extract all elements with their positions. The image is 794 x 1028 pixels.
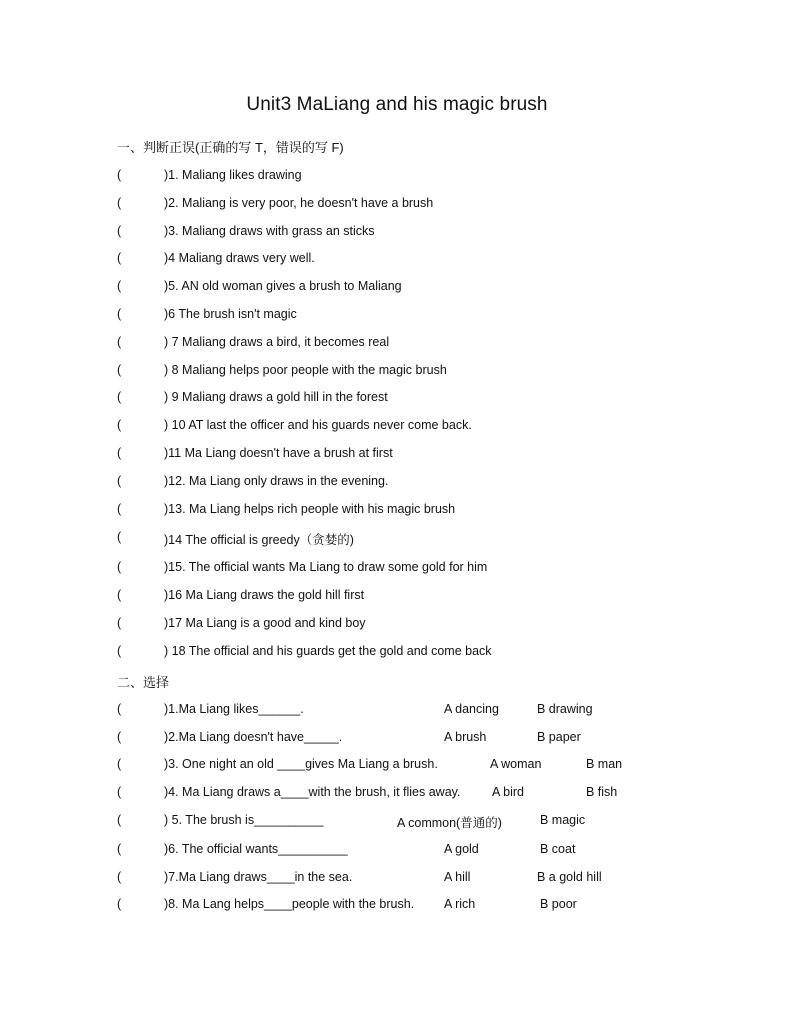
tf-question-row: [117, 279, 677, 297]
answer-blank-open-paren[interactable]: (: [117, 196, 122, 210]
tf-question-text: )16 Ma Liang draws the gold hill first: [164, 588, 365, 602]
tf-question-text: )17 Ma Liang is a good and kind boy: [164, 616, 366, 630]
answer-blank-open-paren[interactable]: (: [117, 251, 122, 265]
answer-blank-open-paren[interactable]: (: [117, 730, 122, 744]
tf-question-row: [117, 588, 677, 606]
tf-question-row: [117, 502, 677, 520]
answer-blank-open-paren[interactable]: (: [117, 390, 122, 404]
option-b: B drawing: [537, 702, 593, 716]
answer-blank-open-paren[interactable]: (: [117, 644, 122, 658]
tf-question-row: [117, 168, 677, 186]
option-a: A brush: [444, 730, 487, 744]
answer-blank-open-paren[interactable]: (: [117, 560, 122, 574]
mc-question-text: )2.Ma Liang doesn't have_____.: [164, 730, 343, 744]
tf-question-text: )5. AN old woman gives a brush to Maliang: [164, 279, 402, 293]
answer-blank-open-paren[interactable]: (: [117, 502, 122, 516]
tf-question-row: [117, 644, 677, 662]
answer-blank-open-paren[interactable]: (: [117, 870, 122, 884]
tf-question-row: [117, 616, 677, 634]
tf-question-row: [117, 363, 677, 381]
mc-question-row: [117, 813, 677, 831]
option-b: B man: [586, 757, 623, 771]
mc-question-row: [117, 702, 677, 720]
answer-blank-open-paren[interactable]: (: [117, 785, 122, 799]
tf-question-text: ) 7 Maliang draws a bird, it becomes real: [164, 335, 390, 349]
mc-question-row: [117, 842, 677, 860]
tf-question-row: [117, 224, 677, 242]
mc-question-text: )3. One night an old ____gives Ma Liang a brush.: [164, 757, 438, 771]
mc-question-text: )4. Ma Liang draws a____with the brush, it flies away.: [164, 785, 461, 799]
tf-question-row: [117, 418, 677, 436]
answer-blank-open-paren[interactable]: (: [117, 702, 122, 716]
answer-blank-open-paren[interactable]: (: [117, 279, 122, 293]
answer-blank-open-paren[interactable]: (: [117, 224, 122, 238]
answer-blank-open-paren[interactable]: (: [117, 588, 122, 602]
option-b: B magic: [540, 813, 586, 827]
answer-blank-open-paren[interactable]: (: [117, 418, 122, 432]
tf-question-text: )3. Maliang draws with grass an sticks: [164, 224, 375, 238]
tf-question-row: [117, 446, 677, 464]
tf-question-row: [117, 560, 677, 578]
tf-question-text: )11 Ma Liang doesn't have a brush at first: [164, 446, 393, 460]
option-a: A bird: [492, 785, 524, 799]
tf-question-text: )6 The brush isn't magic: [164, 307, 297, 321]
tf-question-text: )1. Maliang likes drawing: [164, 168, 302, 182]
tf-question-text: ) 8 Maliang helps poor people with the magic brush: [164, 363, 447, 377]
answer-blank-open-paren[interactable]: (: [117, 813, 122, 827]
option-a: A woman: [490, 757, 542, 771]
tf-question-text: ) 18 The official and his guards get the gold and come back: [164, 644, 492, 658]
section-2-heading: 二、选择: [117, 675, 170, 690]
mc-question-text: )1.Ma Liang likes______.: [164, 702, 304, 716]
tf-question-text: )12. Ma Liang only draws in the evening.: [164, 474, 389, 488]
tf-question-text: )14 The official is greedy（贪婪的): [164, 533, 354, 547]
tf-question-row: [117, 530, 677, 548]
page-title: Unit3 MaLiang and his magic brush: [246, 94, 548, 115]
tf-question-text: )13. Ma Liang helps rich people with his magic brush: [164, 502, 456, 516]
mc-question-row: [117, 757, 677, 775]
answer-blank-open-paren[interactable]: (: [117, 897, 122, 911]
answer-blank-open-paren[interactable]: (: [117, 842, 122, 856]
option-a: A gold: [444, 842, 479, 856]
tf-question-row: [117, 196, 677, 214]
mc-question-text: ) 5. The brush is__________: [164, 813, 324, 827]
mc-question-row: [117, 897, 677, 915]
mc-question-text: )6. The official wants__________: [164, 842, 348, 856]
mc-question-row: [117, 730, 677, 748]
option-b: B coat: [540, 842, 576, 856]
option-a: A common(普通的): [397, 816, 502, 830]
mc-question-text: )7.Ma Liang draws____in the sea.: [164, 870, 353, 884]
tf-question-row: [117, 251, 677, 269]
option-b: B fish: [586, 785, 618, 799]
mc-question-row: [117, 785, 677, 803]
tf-question-row: [117, 307, 677, 325]
answer-blank-open-paren[interactable]: (: [117, 446, 122, 460]
tf-question-row: [117, 474, 677, 492]
answer-blank-open-paren[interactable]: (: [117, 307, 122, 321]
answer-blank-open-paren[interactable]: (: [117, 363, 122, 377]
option-a: A rich: [444, 897, 476, 911]
answer-blank-open-paren[interactable]: (: [117, 530, 122, 544]
tf-question-text: ) 9 Maliang draws a gold hill in the forest: [164, 390, 388, 404]
section-1-heading: 一、判断正误(正确的写 T，错误的写 F): [117, 140, 344, 155]
tf-question-row: [117, 335, 677, 353]
tf-question-row: [117, 390, 677, 408]
tf-question-text: ) 10 AT last the officer and his guards never come back.: [164, 418, 472, 432]
answer-blank-open-paren[interactable]: (: [117, 757, 122, 771]
answer-blank-open-paren[interactable]: (: [117, 474, 122, 488]
mc-question-text: )8. Ma Lang helps____people with the brush.: [164, 897, 415, 911]
tf-question-text: )2. Maliang is very poor, he doesn't have a brush: [164, 196, 434, 210]
tf-question-text: )15. The official wants Ma Liang to draw some gold for him: [164, 560, 488, 574]
option-b: B poor: [540, 897, 577, 911]
tf-question-text: )4 Maliang draws very well.: [164, 251, 315, 265]
answer-blank-open-paren[interactable]: (: [117, 168, 122, 182]
option-b: B paper: [537, 730, 581, 744]
mc-question-row: [117, 870, 677, 888]
answer-blank-open-paren[interactable]: (: [117, 335, 122, 349]
answer-blank-open-paren[interactable]: (: [117, 616, 122, 630]
option-a: A hill: [444, 870, 471, 884]
option-a: A dancing: [444, 702, 499, 716]
option-b: B a gold hill: [537, 870, 602, 884]
